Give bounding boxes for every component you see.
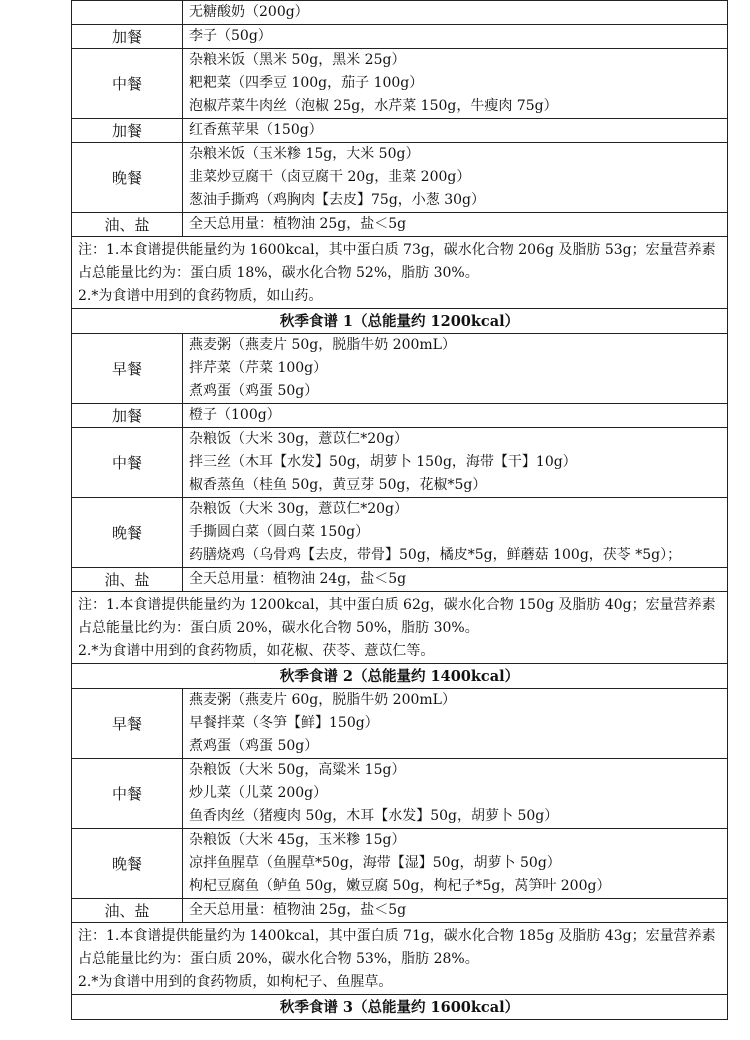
meal-label: 晚餐 (72, 143, 183, 213)
table-row (72, 829, 728, 899)
food-item: 杂粮米饭（黑米 50g，黑米 25g） (189, 52, 406, 68)
table-row (72, 759, 728, 829)
table-row (72, 428, 728, 498)
oil-salt-total: 全天总用量：植物油 25g，盐＜5g (189, 902, 407, 918)
note-text: 2.*为食谱中用到的食药物质，如山药。 (78, 288, 323, 304)
food-item: 韭菜炒豆腐干（卤豆腐干 20g，韭菜 200g） (189, 169, 471, 185)
meal-label: 油、盐 (72, 568, 183, 592)
diet-recipe-table (71, 0, 727, 1020)
table-row (72, 498, 728, 568)
note-text: 注：1.本食谱提供能量约为 1200kcal，其中蛋白质 62g，碳水化合物 150g 及脂肪 40g；宏量营养素占总能量比约为：蛋白质 20%，碳水化合物 50%，脂肪 30%。 (78, 597, 716, 636)
table-row (72, 213, 728, 237)
meal-cell-empty (72, 1, 183, 25)
table-row (72, 334, 728, 404)
table-row (72, 237, 728, 309)
food-item: 早餐拌菜（冬笋【鲜】150g） (189, 715, 379, 731)
note-cell (72, 923, 728, 995)
food-item: 杂粮饭（大米 50g，高粱米 15g） (189, 762, 406, 778)
table-row (72, 923, 728, 995)
food-item: 炒儿菜（儿菜 200g） (189, 785, 328, 801)
table-row (72, 143, 728, 213)
meal-label: 晚餐 (72, 498, 183, 568)
meal-label: 加餐 (72, 119, 183, 143)
meal-label: 早餐 (72, 334, 183, 404)
food-item: 椒香蒸鱼（桂鱼 50g，黄豆芽 50g，花椒*5g） (189, 477, 487, 493)
food-item: 李子（50g） (189, 28, 272, 44)
recipe-title: 秋季食谱 3（总能量约 1600kcal） (72, 995, 728, 1020)
items-cell (183, 829, 728, 899)
oil-salt-total: 全天总用量：植物油 25g，盐＜5g (189, 216, 407, 232)
food-item: 红香蕉苹果（150g） (189, 122, 323, 138)
table-row (72, 1, 728, 25)
note-text: 注：1.本食谱提供能量约为 1600kcal，其中蛋白质 73g，碳水化合物 206g 及脂肪 53g；宏量营养素占总能量比约为：蛋白质 18%，碳水化合物 52%，脂肪 30%。 (78, 242, 716, 281)
food-item: 杂粮饭（大米 30g，薏苡仁*20g） (189, 501, 409, 517)
food-item: 枸杞豆腐鱼（鲈鱼 50g，嫩豆腐 50g，枸杞子*5g，莴笋叶 200g） (189, 878, 611, 894)
items-cell (183, 1, 728, 25)
items-cell (183, 49, 728, 119)
meal-label: 加餐 (72, 404, 183, 428)
food-item: 无糖酸奶（200g） (189, 4, 309, 20)
table-row (72, 664, 728, 689)
recipe-title: 秋季食谱 1（总能量约 1200kcal） (72, 309, 728, 334)
table-row (72, 404, 728, 428)
food-item: 手撕圆白菜（圆白菜 150g） (189, 524, 370, 540)
table-row (72, 49, 728, 119)
items-cell (183, 143, 728, 213)
meal-label: 中餐 (72, 49, 183, 119)
items-cell (183, 334, 728, 404)
note-text: 2.*为食谱中用到的食药物质，如花椒、茯苓、薏苡仁等。 (78, 643, 435, 659)
food-item: 燕麦粥（燕麦片 60g，脱脂牛奶 200mL） (189, 692, 456, 708)
meal-label: 油、盐 (72, 899, 183, 923)
food-item: 药膳烧鸡（乌骨鸡【去皮，带骨】50g，橘皮*5g，鲜蘑菇 100g，茯苓 *5g）； (189, 547, 682, 563)
food-item: 泡椒芹菜牛肉丝（泡椒 25g，水芹菜 150g，牛瘦肉 75g） (189, 98, 558, 114)
meal-label: 晚餐 (72, 829, 183, 899)
items-cell (183, 568, 728, 592)
table-row (72, 25, 728, 49)
food-item: 杂粮米饭（玉米糁 15g，大米 50g） (189, 146, 420, 162)
meal-label: 中餐 (72, 428, 183, 498)
note-cell (72, 237, 728, 309)
meal-label: 早餐 (72, 689, 183, 759)
food-item: 拌芹菜（芹菜 100g） (189, 360, 328, 376)
items-cell (183, 428, 728, 498)
food-item: 凉拌鱼腥草（鱼腥草*50g，海带【湿】50g，胡萝卜 50g） (189, 855, 561, 871)
food-item: 鱼香肉丝（猪瘦肉 50g，木耳【水发】50g，胡萝卜 50g） (189, 808, 559, 824)
food-item: 杂粮饭（大米 45g，玉米糁 15g） (189, 832, 406, 848)
table-row (72, 689, 728, 759)
meal-label: 中餐 (72, 759, 183, 829)
table-row (72, 995, 728, 1020)
food-item: 煮鸡蛋（鸡蛋 50g） (189, 738, 319, 754)
items-cell (183, 25, 728, 49)
note-text: 注：1.本食谱提供能量约为 1400kcal，其中蛋白质 71g，碳水化合物 185g 及脂肪 43g；宏量营养素占总能量比约为：蛋白质 20%，碳水化合物 53%，脂肪 28%。 (78, 928, 716, 967)
items-cell (183, 119, 728, 143)
food-item: 橙子（100g） (189, 407, 281, 423)
recipe-table (71, 0, 728, 1020)
items-cell (183, 404, 728, 428)
food-item: 燕麦粥（燕麦片 50g，脱脂牛奶 200mL） (189, 337, 456, 353)
oil-salt-total: 全天总用量：植物油 24g，盐＜5g (189, 571, 407, 587)
items-cell (183, 213, 728, 237)
food-item: 拌三丝（木耳【水发】50g，胡萝卜 150g，海带【干】10g） (189, 454, 577, 470)
table-row (72, 119, 728, 143)
recipe-title: 秋季食谱 2（总能量约 1400kcal） (72, 664, 728, 689)
food-item: 煮鸡蛋（鸡蛋 50g） (189, 383, 319, 399)
note-text: 2.*为食谱中用到的食药物质，如枸杞子、鱼腥草。 (78, 974, 393, 990)
food-item: 粑粑菜（四季豆 100g，茄子 100g） (189, 75, 424, 91)
note-cell (72, 592, 728, 664)
meal-label: 油、盐 (72, 213, 183, 237)
items-cell (183, 689, 728, 759)
table-row (72, 592, 728, 664)
meal-label: 加餐 (72, 25, 183, 49)
food-item: 杂粮饭（大米 30g，薏苡仁*20g） (189, 431, 409, 447)
table-row (72, 899, 728, 923)
table-row (72, 568, 728, 592)
items-cell (183, 759, 728, 829)
items-cell (183, 899, 728, 923)
items-cell (183, 498, 728, 568)
table-row (72, 309, 728, 334)
food-item: 葱油手撕鸡（鸡胸肉【去皮】75g，小葱 30g） (189, 192, 486, 208)
